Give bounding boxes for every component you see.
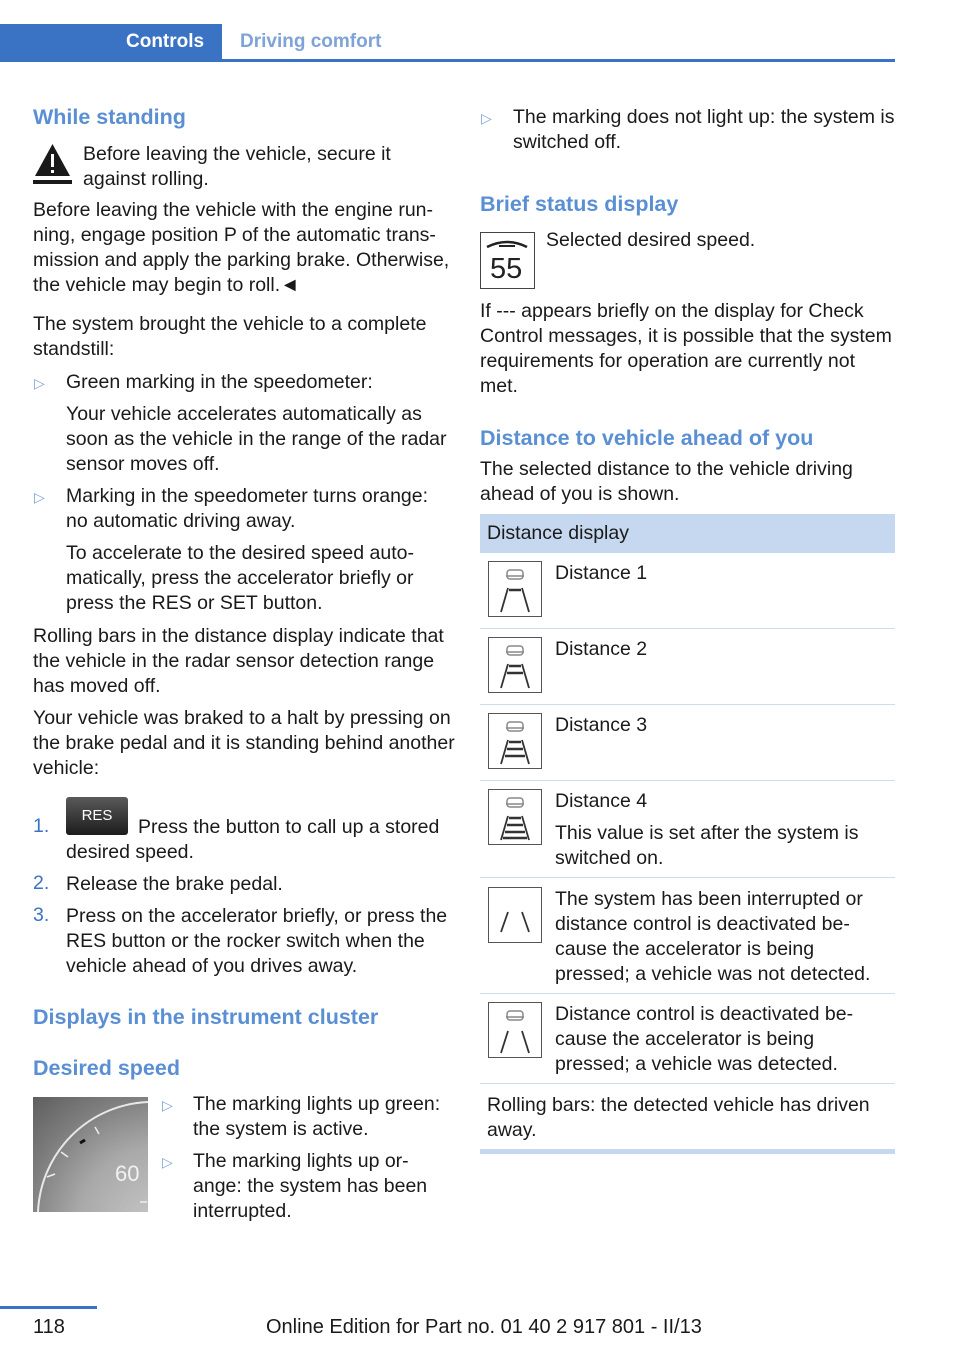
desired-speed-heading: Desired speed — [33, 1056, 180, 1080]
ds-bullet-green: The marking lights up green: the system is active. — [193, 1093, 441, 1140]
brief-status-text: Selected desired speed. — [546, 229, 756, 251]
brief-status-icon — [480, 232, 535, 289]
row-separator — [480, 628, 895, 629]
speed-arc-icon — [481, 235, 534, 255]
distance-1-icon — [488, 561, 542, 617]
bullet-marker: ▷ — [162, 1097, 173, 1113]
brief-status-heading: Brief status display — [480, 192, 679, 216]
distance-table-bottom-rule — [480, 1149, 895, 1154]
while-standing-heading: While standing — [33, 105, 186, 129]
bullet-marker: ▷ — [34, 489, 45, 505]
step-number: 1. — [33, 815, 50, 837]
distance-row-1-text: Distance 1 — [555, 562, 648, 584]
distance-row-2-text: Distance 2 — [555, 638, 648, 660]
res-button-icon: RES — [66, 797, 128, 835]
vehicle-detected-icon — [488, 1002, 542, 1058]
edition-line: Online Edition for Part no. 01 40 2 917 801 - II/13 — [266, 1316, 702, 1338]
row-separator — [480, 877, 895, 878]
para-check-control: If --- appears briefly on the display for Check Control messages, it is possible that the system requirements for operation are currently not met. — [480, 300, 892, 397]
distance-3-icon — [488, 713, 542, 769]
distance-table-header-label: Distance display — [487, 522, 629, 544]
para-standstill: The system brought the vehicle to a complete standstill: — [33, 313, 427, 360]
speedometer-image — [33, 1097, 148, 1212]
no-vehicle-icon — [488, 887, 542, 943]
step-number: 3. — [33, 904, 50, 926]
distance-2-icon — [488, 637, 542, 693]
header-rule — [0, 59, 895, 62]
speedometer-value: 60 — [115, 1161, 140, 1186]
row-separator — [480, 1083, 895, 1084]
page-number: 118 — [33, 1316, 65, 1338]
step-1-line-2: desired speed. — [66, 841, 194, 863]
bullet-marker: ▷ — [162, 1154, 173, 1170]
row-separator — [480, 780, 895, 781]
distance-row-3-text: Distance 3 — [555, 714, 648, 736]
para-rolling-bars: Rolling bars in the distance display indicate that the vehicle in the radar sensor detection range has moved off. — [33, 625, 444, 697]
header-tab-controls[interactable]: Controls — [126, 31, 205, 52]
displays-heading: Displays in the instrument cluster — [33, 1005, 379, 1029]
header-tab-driving-comfort[interactable]: Driving comfort — [240, 31, 382, 52]
distance-row-6-text: Distance control is deactivated be- cause the accelerator is being pressed; a vehicle was detected. — [555, 1003, 854, 1075]
row-separator — [480, 993, 895, 994]
distance-row-4-text: Distance 4 This value is set after the system is switched on. — [555, 790, 859, 869]
brief-status-value: 55 — [490, 253, 523, 285]
rolling-bars-text: Rolling bars: the detected vehicle has driven away. — [487, 1094, 870, 1141]
step-number: 2. — [33, 872, 50, 894]
bullet-switched-off: The marking does not light up: the system is switched off. — [513, 106, 895, 153]
distance-row-5-text: The system has been interrupted or distance control is deactivated be- cause the accelerator is being pressed; a vehicle was not detected. — [555, 888, 871, 985]
step-2-text: Release the brake pedal. — [66, 873, 283, 895]
para-braked-halt: Your vehicle was braked to a halt by pressing on the brake pedal and it is standing behind another vehicle: — [33, 707, 455, 779]
bullet-marker: ▷ — [481, 110, 492, 126]
step-1-line-1: Press the button to call up a stored — [138, 816, 440, 838]
distance-4-icon — [488, 789, 542, 845]
step-3-text: Press on the accelerator briefly, or press the RES button or the rocker switch when the vehicle ahead of you drives away. — [66, 905, 448, 977]
warning-line-1: Before leaving the vehicle, secure it — [83, 143, 391, 165]
row-separator — [480, 704, 895, 705]
bullet-marker: ▷ — [34, 375, 45, 391]
distance-intro: The selected distance to the vehicle driving ahead of you is shown. — [480, 458, 853, 505]
bullet-orange-marking: Marking in the speedometer turns orange: no automatic driving away. To accelerate to the desired speed auto- matically, press the accelerator briefly or press the RES or SET button. — [66, 485, 429, 614]
ds-bullet-orange: The marking lights up or- ange: the system has been interrupted. — [193, 1150, 428, 1222]
para-engine-running: Before leaving the vehicle with the engine run- ning, engage position P of the automatic trans- mission and apply the parking brake. Otherwise, the vehicle may begin to roll.◄ — [33, 199, 450, 296]
warning-line-2: against rolling. — [83, 168, 209, 190]
footer-rule — [0, 1306, 97, 1309]
distance-heading: Distance to vehicle ahead of you — [480, 426, 814, 450]
speedometer-scale-icon — [33, 1097, 148, 1212]
bullet-green-marking: Green marking in the speedometer: Your vehicle accelerates automatically as soon as the vehicle in the range of the radar sensor moves off. — [66, 371, 447, 475]
warning-triangle-icon — [33, 142, 72, 184]
